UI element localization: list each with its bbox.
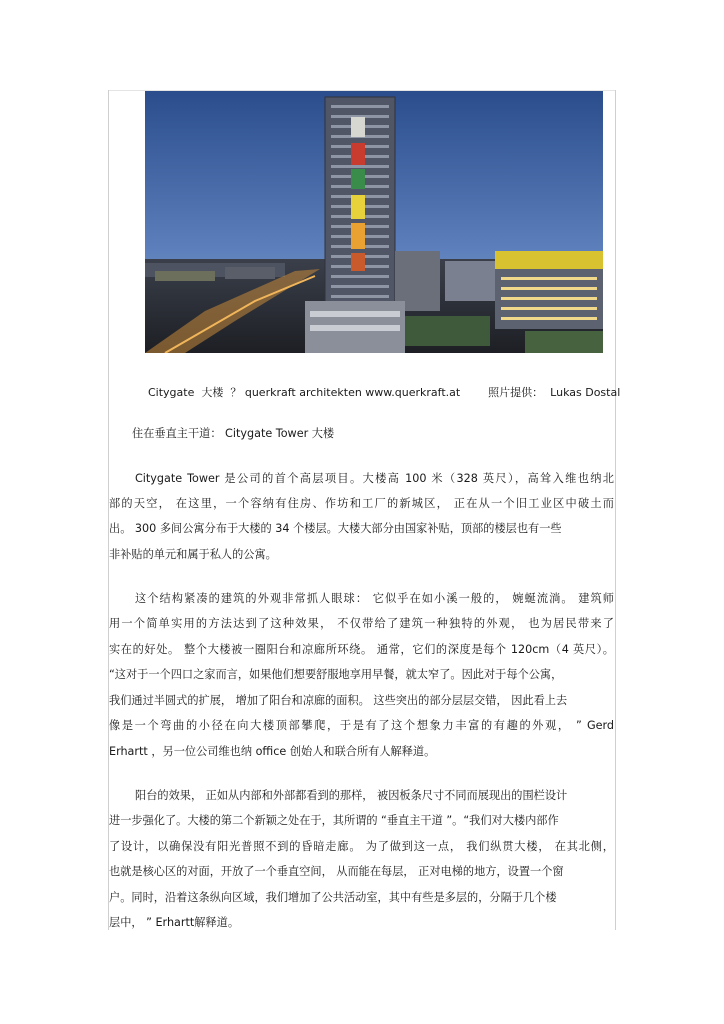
paragraph-1-line-4: 非补贴的单元和属于私人的公寓。: [109, 548, 277, 561]
paragraph-2-line-2: 用一个简单实用的方法达到了这种效果， 不仅带给了建筑一种独特的外观， 也为居民带来了: [109, 617, 614, 630]
paragraph-3-line-6: 层中， ” Erhartt解释道。: [109, 916, 240, 929]
paragraph-2-line-6: 像是一个弯曲的小径在向大楼顶部攀爬，于是有了这个想象力丰富的有趣的外观， ” Gerd: [109, 719, 614, 732]
paragraph-3-line-2: 进一步强化了。大楼的第二个新颖之处在于，其所谓的 “垂直主干道 ”。“我们对大楼内部作: [109, 814, 559, 827]
paragraph-3-line-1: 阳台的效果， 正如从内部和外部都看到的那样， 被因板条尺寸不同而展现出的围栏设计: [135, 789, 568, 802]
paragraph-3-line-4: 也就是核心区的对面，开放了一个垂直空间， 从而能在每层， 正对电梯的地方，设置一个窗: [109, 865, 564, 878]
article-subtitle: 住在垂直主干道： Citygate Tower 大楼: [132, 427, 335, 440]
photo-caption: Citygate 大楼 ？ querkraft architekten www.querkraft.at 照片提供： Lukas Dostal: [148, 386, 621, 399]
paragraph-2-line-3: 实在的好处。 整个大楼被一圈阳台和凉廊所环绕。 通常，它们的深度是每个 120cm（4 英尺）。: [109, 643, 614, 656]
tower-photo: [145, 91, 603, 353]
paragraph-1-line-2: 部的天空， 在这里，一个容纳有住房、作坊和工厂的新城区， 正在从一个旧工业区中破土而: [109, 497, 614, 510]
paragraph-2-line-4: “这对于一个四口之家而言，如果他们想要舒服地享用早餐，就太窄了。因此对于每个公寓，: [109, 668, 563, 681]
paragraph-3-line-5: 户。同时，沿着这条纵向区域，我们增加了公共活动室，其中有些是多层的，分隔于几个楼: [109, 891, 557, 904]
paragraph-1-line-1: Citygate Tower 是公司的首个高层项目。大楼高 100 米（328 英尺），高耸入维也纳北: [135, 472, 614, 485]
paragraph-2-line-7: Erhartt ，另一位公司维也纳 office 创始人和联合所有人解释道。: [109, 745, 436, 758]
paragraph-3-line-3: 了设计，以确保没有阳光普照不到的昏暗走廊。 为了做到这一点， 我们纵贯大楼， 在其北侧，: [109, 840, 614, 853]
paragraph-2-line-1: 这个结构紧凑的建筑的外观非常抓人眼球： 它似乎在如小溪一般的， 婉蜒流淌。 建筑师: [135, 592, 614, 605]
paragraph-2-line-5: 我们通过半圆式的扩展， 增加了阳台和凉廊的面积。 这些突出的部分层层交错， 因此看上去: [109, 694, 568, 707]
paragraph-1-line-3: 出。 300 多间公寓分布于大楼的 34 个楼层。大楼大部分由国家补贴，顶部的楼层也有一些: [109, 522, 562, 535]
